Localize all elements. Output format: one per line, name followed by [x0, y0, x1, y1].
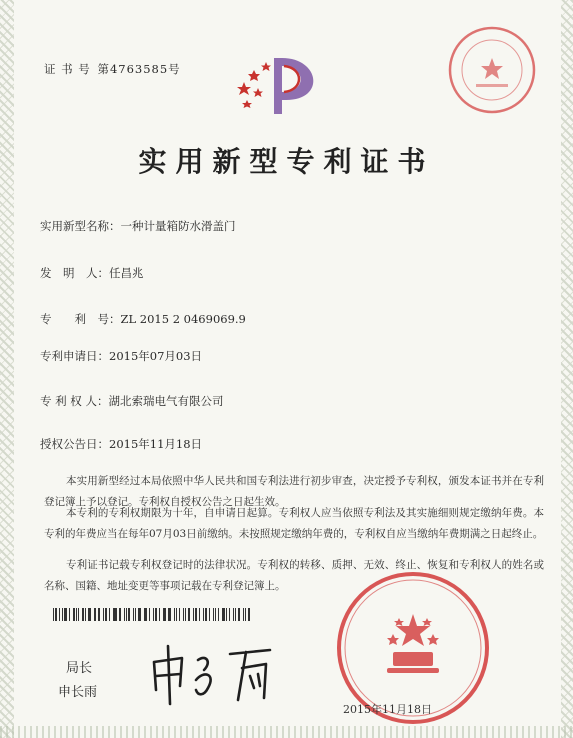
barcode-bar [88, 608, 91, 621]
paragraph-legal-status: 专利证书记载专利权登记时的法律状况。专利权的转移、质押、无效、终止、恢复和专利权人的姓名或名称、国籍、地址变更等事项记载在专利登记簿上。 [44, 558, 544, 592]
barcode-bar [174, 608, 175, 621]
field-utility-model-name [40, 218, 236, 234]
barcode-bar [245, 608, 246, 621]
barcode-bar [62, 608, 63, 621]
barcode-bar [215, 608, 216, 621]
barcode-bar [179, 608, 181, 621]
decorative-border-right [561, 0, 573, 738]
barcode-bar [218, 608, 219, 621]
barcode-bar [226, 608, 227, 621]
barcode-bar [82, 608, 84, 621]
barcode-bar [176, 608, 177, 621]
barcode-bar [78, 608, 79, 621]
field-inventor [40, 265, 144, 281]
barcode-bar [53, 608, 54, 621]
barcode-bar [138, 608, 141, 621]
barcode-bar [145, 608, 147, 621]
field-label: 实用新型名称： [40, 219, 121, 233]
field-application-date [40, 348, 202, 364]
barcode-bar [153, 608, 154, 621]
barcode-bar [105, 608, 107, 621]
barcode-bar [193, 608, 194, 621]
field-label: 专利申请日： [40, 349, 109, 363]
certificate-number-label: 证 书 号 [44, 62, 91, 76]
field-value: 任昌兆 [109, 266, 144, 280]
barcode-bar [213, 608, 215, 621]
barcode-bar [126, 608, 127, 621]
barcode-bar [64, 608, 67, 621]
barcode-bar [238, 608, 240, 621]
barcode-bar [183, 608, 184, 621]
barcode-bar [85, 608, 86, 621]
paragraph-term-notice: 本专利的专利权期限为十年，自申请日起算。专利权人应当依照专利法及其实施细则规定缴纳年费。本专利的年费应当在每年07月03日前缴纳。未按照规定缴纳年费的，专利权自应当缴纳年费期满之日起终止。 [44, 506, 544, 540]
field-patent-number [40, 311, 246, 327]
barcode-bar [159, 608, 160, 621]
patent-office-logo-icon [230, 52, 340, 122]
barcode-bar [124, 608, 125, 621]
barcode-bar [133, 608, 134, 621]
barcode-bar [203, 608, 204, 621]
officer-title: 局长 [66, 661, 93, 676]
field-patentee [40, 393, 223, 409]
barcode-bar [59, 608, 60, 621]
barcode-bar [109, 608, 110, 621]
barcode-bar [205, 608, 207, 621]
field-value: 一种计量箱防水滑盖门 [120, 219, 236, 233]
barcode-bar [168, 608, 171, 621]
certificate-title: 实用新型专利证书 [138, 145, 435, 178]
issue-date: 2015年11月18日 [343, 703, 432, 716]
barcode-bar [164, 608, 166, 621]
barcode-bar [103, 608, 104, 621]
barcode-bar [73, 608, 75, 621]
field-value: 2015年07月03日 [109, 349, 203, 363]
barcode-bar [113, 608, 114, 621]
barcode-bar [98, 608, 100, 621]
paragraph-grant-notice: 本实用新型经过本局依照中华人民共和国专利法进行初步审查，决定授予专利权，颁发本证书并在专利登记簿上予以登记。专利权自授权公告之日起生效。 [44, 474, 544, 508]
field-label: 授权公告日： [40, 437, 109, 451]
barcode-bar [222, 608, 225, 621]
barcode-bar [243, 608, 244, 621]
barcode-bar [248, 608, 251, 621]
barcode [53, 608, 253, 621]
barcode-bar [209, 608, 210, 621]
barcode-bar [235, 608, 236, 621]
agency-seal-icon [446, 24, 538, 116]
barcode-bar [135, 608, 136, 621]
barcode-bar [55, 608, 57, 621]
barcode-bar [149, 608, 150, 621]
field-label: 专 利 权 人： [40, 394, 109, 408]
certificate-number [44, 61, 183, 77]
barcode-bar [76, 608, 77, 621]
barcode-bar [185, 608, 186, 621]
barcode-bar [69, 608, 70, 621]
officer-name: 申长雨 [58, 685, 98, 700]
barcode-bar [229, 608, 231, 621]
barcode-bar [188, 608, 190, 621]
barcode-bar [144, 608, 145, 621]
field-label: 专 利 号： [40, 312, 121, 326]
barcode-bar [163, 608, 164, 621]
barcode-bar [114, 608, 117, 621]
barcode-bar [95, 608, 96, 621]
barcode-bar [233, 608, 234, 621]
field-value: ZL 2015 2 0469069.9 [120, 312, 246, 326]
barcode-bar [94, 608, 95, 621]
field-value: 湖北索瑞电气有限公司 [108, 394, 224, 408]
field-grant-announcement-date [40, 436, 202, 452]
field-value: 2015年11月18日 [109, 437, 203, 451]
barcode-bar [195, 608, 198, 621]
barcode-bar [119, 608, 121, 621]
certificate-number-value: 第4763585号 [97, 62, 181, 76]
barcode-bar [199, 608, 200, 621]
barcode-bar [155, 608, 157, 621]
barcode-bar [128, 608, 130, 621]
decorative-border-left [0, 0, 14, 738]
field-label: 发 明 人： [40, 266, 109, 280]
handwritten-signature [146, 640, 286, 710]
